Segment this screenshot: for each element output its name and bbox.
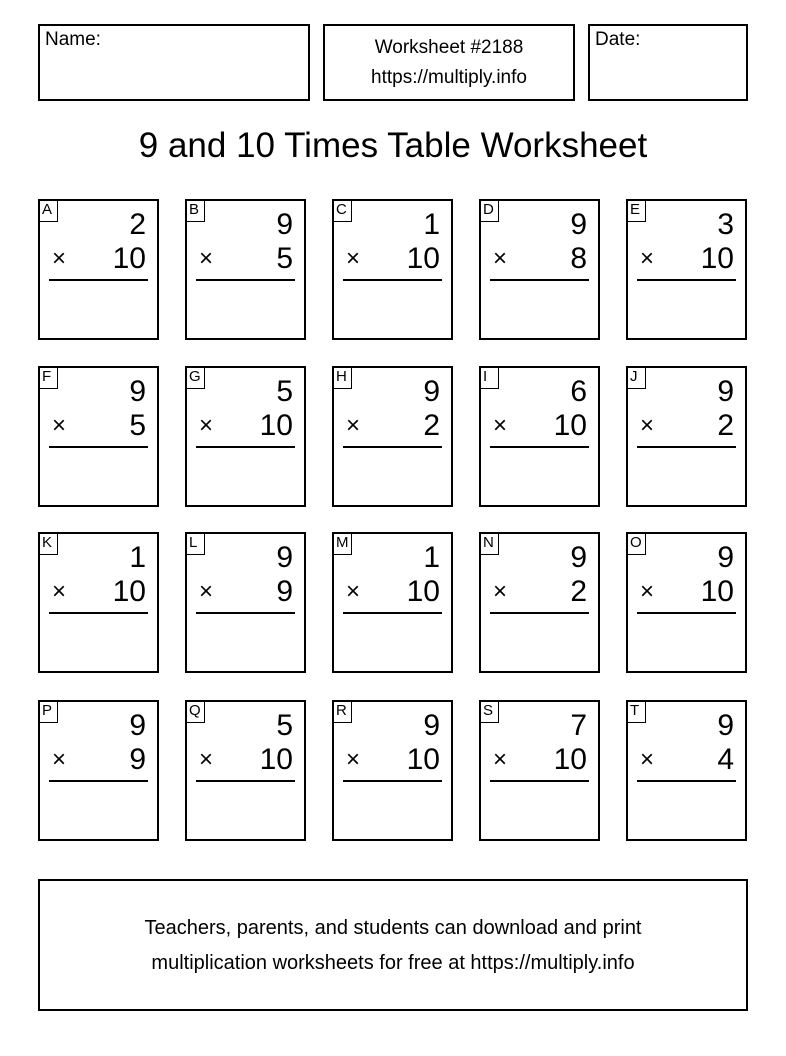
problem-top-number: 9: [717, 375, 734, 408]
problem-card[interactable]: [479, 366, 600, 507]
answer-rule: [196, 612, 295, 614]
answer-rule: [490, 780, 589, 782]
answer-rule: [343, 279, 442, 281]
problem-letter: S: [479, 700, 499, 723]
problem-top-number: 5: [276, 375, 293, 408]
problem-card[interactable]: [479, 700, 600, 841]
problem-card[interactable]: [626, 700, 747, 841]
answer-rule: [343, 446, 442, 448]
name-field[interactable]: [38, 24, 310, 101]
problem-top-number: 9: [717, 541, 734, 574]
answer-rule: [637, 780, 736, 782]
problem-card[interactable]: [185, 199, 306, 340]
problem-letter: J: [626, 366, 646, 389]
footer-line-1: Teachers, parents, and students can download and print: [144, 917, 642, 939]
footer-line-2: multiplication worksheets for free at https://multiply.info: [151, 952, 635, 974]
name-label: Name:: [45, 29, 101, 50]
times-sign: ×: [493, 412, 508, 439]
times-sign: ×: [493, 578, 508, 605]
answer-rule: [196, 279, 295, 281]
problem-card[interactable]: [38, 366, 159, 507]
problem-card[interactable]: [38, 199, 159, 340]
times-sign: ×: [640, 245, 655, 272]
problem-card[interactable]: [332, 532, 453, 673]
times-sign: ×: [52, 412, 67, 439]
site-url: https://multiply.info: [371, 67, 527, 88]
problem-card[interactable]: [185, 532, 306, 673]
answer-rule: [343, 780, 442, 782]
problem-card[interactable]: [479, 532, 600, 673]
problem-top-number: 7: [570, 709, 587, 742]
answer-rule: [49, 279, 148, 281]
times-sign: ×: [493, 245, 508, 272]
problem-bottom-number: 10: [259, 409, 293, 442]
problem-letter: K: [38, 532, 58, 555]
problem-top-number: 5: [276, 709, 293, 742]
problem-bottom-number: 10: [406, 575, 440, 608]
problem-bottom-number: 10: [406, 242, 440, 275]
answer-rule: [490, 279, 589, 281]
times-sign: ×: [199, 578, 214, 605]
times-sign: ×: [346, 578, 361, 605]
problem-letter: D: [479, 199, 499, 222]
answer-rule: [637, 279, 736, 281]
problem-letter: I: [479, 366, 499, 389]
problem-top-number: 2: [129, 208, 146, 241]
problem-letter: R: [332, 700, 352, 723]
problem-top-number: 9: [129, 709, 146, 742]
answer-rule: [196, 446, 295, 448]
problem-letter: N: [479, 532, 499, 555]
worksheet-number: Worksheet #2188: [374, 37, 524, 58]
problem-letter: E: [626, 199, 646, 222]
problem-card[interactable]: [185, 366, 306, 507]
problem-bottom-number: 10: [406, 743, 440, 776]
problem-card[interactable]: [38, 700, 159, 841]
times-sign: ×: [640, 746, 655, 773]
problem-card[interactable]: [38, 532, 159, 673]
problem-top-number: 1: [129, 541, 146, 574]
times-sign: ×: [52, 578, 67, 605]
times-sign: ×: [52, 245, 67, 272]
problem-top-number: 9: [570, 208, 587, 241]
problem-card[interactable]: [626, 366, 747, 507]
problem-bottom-number: 2: [423, 409, 440, 442]
problem-bottom-number: 10: [553, 409, 587, 442]
problem-card[interactable]: [479, 199, 600, 340]
date-field[interactable]: [588, 24, 748, 101]
problem-top-number: 9: [276, 208, 293, 241]
problem-letter: C: [332, 199, 352, 222]
times-sign: ×: [52, 746, 67, 773]
problem-letter: T: [626, 700, 646, 723]
problem-top-number: 9: [423, 375, 440, 408]
date-label: Date:: [595, 29, 641, 50]
problem-top-number: 9: [570, 541, 587, 574]
answer-rule: [49, 780, 148, 782]
answer-rule: [196, 780, 295, 782]
problem-letter: A: [38, 199, 58, 222]
problem-bottom-number: 2: [570, 575, 587, 608]
answer-rule: [637, 446, 736, 448]
problem-letter: Q: [185, 700, 205, 723]
problem-bottom-number: 2: [717, 409, 734, 442]
problem-top-number: 9: [423, 709, 440, 742]
problem-bottom-number: 5: [129, 409, 146, 442]
problem-letter: B: [185, 199, 205, 222]
problem-bottom-number: 9: [129, 743, 146, 776]
problem-letter: P: [38, 700, 58, 723]
problem-top-number: 1: [423, 208, 440, 241]
answer-rule: [49, 612, 148, 614]
times-sign: ×: [199, 746, 214, 773]
problem-bottom-number: 8: [570, 242, 587, 275]
problem-top-number: 9: [129, 375, 146, 408]
problem-top-number: 6: [570, 375, 587, 408]
problem-top-number: 3: [717, 208, 734, 241]
page-title: 9 and 10 Times Table Worksheet: [138, 126, 648, 165]
problem-bottom-number: 10: [700, 242, 734, 275]
times-sign: ×: [493, 746, 508, 773]
problem-card[interactable]: [626, 199, 747, 340]
problem-bottom-number: 10: [700, 575, 734, 608]
problem-letter: G: [185, 366, 205, 389]
problem-letter: H: [332, 366, 352, 389]
problem-card[interactable]: [626, 532, 747, 673]
problem-letter: F: [38, 366, 58, 389]
problem-bottom-number: 4: [717, 743, 734, 776]
problem-top-number: 9: [717, 709, 734, 742]
answer-rule: [343, 612, 442, 614]
problem-bottom-number: 5: [276, 242, 293, 275]
problem-card[interactable]: [332, 700, 453, 841]
problem-card[interactable]: [332, 366, 453, 507]
answer-rule: [637, 612, 736, 614]
times-sign: ×: [346, 746, 361, 773]
times-sign: ×: [346, 412, 361, 439]
times-sign: ×: [199, 245, 214, 272]
problem-letter: O: [626, 532, 646, 555]
problem-card[interactable]: [185, 700, 306, 841]
footer-box: [38, 879, 748, 1011]
worksheet-info-box: [323, 24, 575, 101]
problem-top-number: 1: [423, 541, 440, 574]
times-sign: ×: [640, 412, 655, 439]
problem-bottom-number: 10: [112, 242, 146, 275]
problem-card[interactable]: [332, 199, 453, 340]
problem-bottom-number: 10: [259, 743, 293, 776]
problem-top-number: 9: [276, 541, 293, 574]
problem-bottom-number: 9: [276, 575, 293, 608]
times-sign: ×: [346, 245, 361, 272]
problem-letter: M: [332, 532, 352, 555]
times-sign: ×: [640, 578, 655, 605]
times-sign: ×: [199, 412, 214, 439]
answer-rule: [490, 612, 589, 614]
problem-bottom-number: 10: [112, 575, 146, 608]
answer-rule: [49, 446, 148, 448]
answer-rule: [490, 446, 589, 448]
problem-bottom-number: 10: [553, 743, 587, 776]
problem-letter: L: [185, 532, 205, 555]
